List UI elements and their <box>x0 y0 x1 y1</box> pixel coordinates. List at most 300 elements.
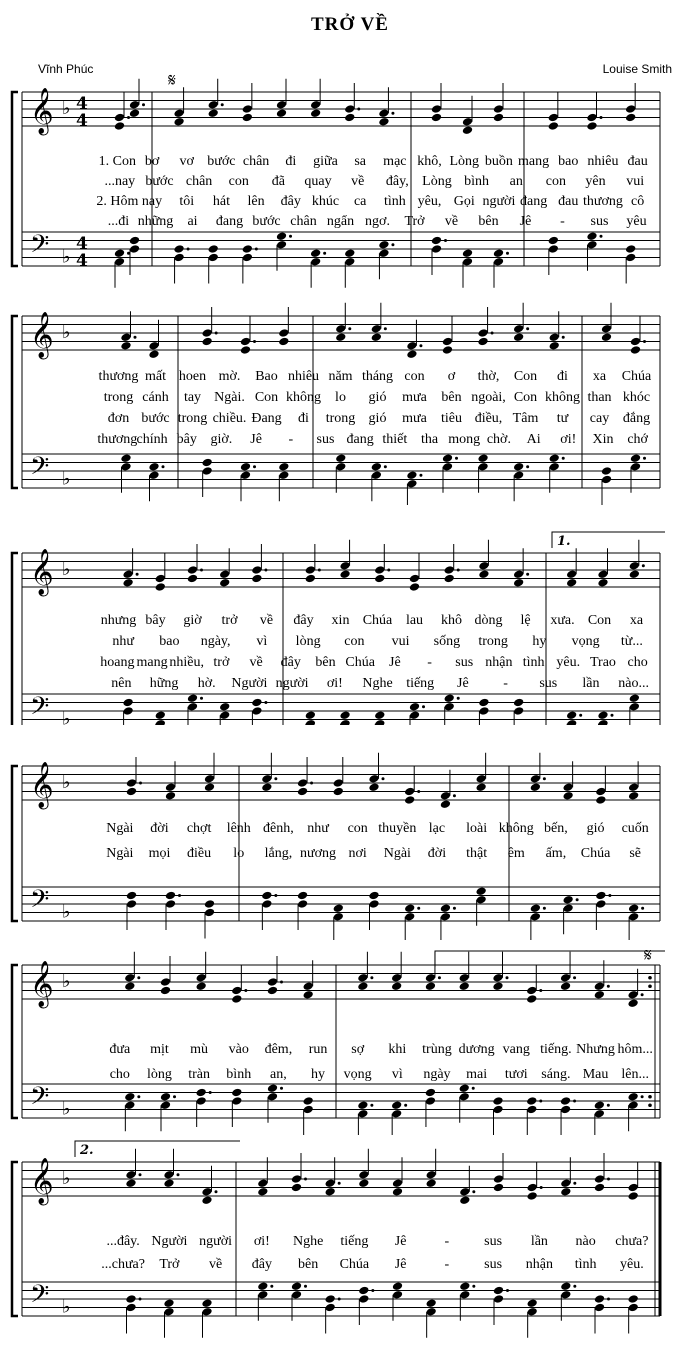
note-head <box>548 113 559 123</box>
lyric-syllable: hy <box>532 634 547 649</box>
note-head <box>120 453 131 463</box>
lyric-syllable: xin <box>331 613 350 628</box>
note-head <box>219 710 230 720</box>
note-head <box>125 1170 136 1180</box>
note-head <box>391 1109 402 1119</box>
note-dot <box>422 705 425 708</box>
note-head <box>173 108 184 118</box>
lyric-syllable: buồn <box>484 154 513 169</box>
note-head <box>594 1303 605 1313</box>
note-head <box>560 973 571 983</box>
note-head <box>629 569 640 579</box>
note-dot <box>579 714 582 717</box>
note-head <box>242 113 253 123</box>
note-head <box>628 791 639 801</box>
note-head <box>276 100 287 110</box>
lyric-syllable: quay <box>304 174 332 189</box>
lyric-syllable: nên <box>111 676 132 691</box>
lyric-syllable: về <box>209 1257 223 1272</box>
note-head <box>595 795 606 805</box>
note-head <box>358 1286 369 1296</box>
lyric-syllable: điều, <box>474 411 503 426</box>
note-dot <box>472 1285 475 1288</box>
note-head <box>475 782 486 792</box>
lyric-syllable: vui <box>391 634 410 649</box>
note-dot <box>539 989 542 992</box>
note-head <box>431 236 442 246</box>
note-head <box>291 1183 302 1193</box>
lyric-syllable: Người <box>231 676 268 691</box>
note-head <box>513 324 524 334</box>
note-head <box>392 1187 403 1197</box>
lyric-syllable: xa <box>592 369 607 384</box>
lyric-syllable: Gọi <box>453 194 475 209</box>
lyric-syllable: lên <box>247 194 265 209</box>
lyric-syllable: lo <box>335 390 346 405</box>
lyric-syllable: dương <box>458 1042 495 1057</box>
treble-clef-icon: 𝄞 <box>30 312 54 358</box>
note-head <box>601 324 612 334</box>
note-head <box>442 462 453 472</box>
note-head <box>368 891 379 901</box>
note-head <box>404 912 415 922</box>
note-head <box>409 574 420 584</box>
lyric-syllable: con <box>347 821 368 836</box>
note-head <box>628 782 639 792</box>
note-head <box>406 479 417 489</box>
lyric-line <box>0 431 700 451</box>
lyric-syllable: vì <box>391 1067 403 1082</box>
note-head <box>462 257 473 267</box>
note-head <box>126 787 137 797</box>
note-head <box>628 903 639 913</box>
note-head <box>257 1187 268 1197</box>
lyric-line <box>0 173 700 193</box>
note-head <box>335 453 346 463</box>
note-head <box>625 253 636 263</box>
note-dot <box>338 1182 341 1185</box>
note-head <box>431 113 442 123</box>
note-dot <box>142 103 145 106</box>
note-head <box>195 981 206 991</box>
lyric-syllable: đời <box>427 846 447 861</box>
note-head <box>201 466 212 476</box>
note-dot <box>457 697 460 700</box>
note-head <box>173 117 184 127</box>
lyric-syllable: cuốn <box>621 821 649 836</box>
lyric-syllable: nào... <box>618 676 649 691</box>
lyric-syllable: vọng <box>343 1067 372 1082</box>
music-system <box>0 950 700 1135</box>
note-head <box>440 799 451 809</box>
lyric-syllable: Chúa <box>621 369 652 384</box>
note-head <box>242 244 253 254</box>
bass-clef-icon: 𝄢 <box>30 692 50 725</box>
note-head <box>477 462 488 472</box>
note-head <box>204 782 215 792</box>
note-head <box>526 1096 537 1106</box>
lyric-syllable: mạc <box>383 154 407 169</box>
note-head <box>594 1183 605 1193</box>
note-head <box>392 1281 403 1291</box>
note-dot <box>177 1173 180 1176</box>
note-dot <box>139 1298 142 1301</box>
lyric-syllable: bơ <box>144 154 160 169</box>
note-head <box>493 1294 504 1304</box>
note-head <box>478 698 489 708</box>
note-dot <box>611 714 614 717</box>
lyric-syllable: giữa <box>313 154 338 169</box>
note-head <box>586 240 597 250</box>
music-system <box>0 1140 700 1340</box>
note-head <box>324 1178 335 1188</box>
note-head <box>440 903 451 913</box>
lyric-syllable: ca <box>353 194 367 209</box>
lyric-syllable: Jê <box>394 1234 407 1249</box>
lyric-syllable: nhiêu <box>287 369 320 384</box>
note-head <box>442 345 453 355</box>
lyric-syllable: bên <box>298 1257 319 1272</box>
lyric-syllable: con <box>344 634 365 649</box>
note-head <box>335 462 346 472</box>
note-head <box>124 1100 135 1110</box>
note-head <box>459 1281 470 1291</box>
lyric-syllable: đây <box>280 194 301 209</box>
lyric-syllable: mai <box>466 1067 488 1082</box>
repeat-dot <box>648 976 652 980</box>
lyric-line <box>0 389 700 409</box>
note-dot <box>540 1186 543 1189</box>
lyric-line <box>0 213 700 233</box>
lyric-syllable: vui <box>626 174 645 189</box>
lyric-syllable: thương <box>97 432 138 447</box>
note-dot <box>491 332 494 335</box>
note-head <box>148 341 159 351</box>
note-head <box>333 787 344 797</box>
note-dot <box>526 573 529 576</box>
note-head <box>425 973 436 983</box>
note-dot <box>641 1095 644 1098</box>
note-head <box>201 1195 212 1205</box>
note-head <box>549 462 560 472</box>
lyric-syllable: chiều. <box>212 411 247 426</box>
note-head <box>310 248 321 258</box>
note-head <box>297 891 308 901</box>
note-head <box>597 710 608 720</box>
bass-clef-icon: 𝄢 <box>30 885 50 920</box>
key-flat-icon: ♭ <box>62 322 71 343</box>
note-dot <box>607 1104 610 1107</box>
note-dot <box>417 907 420 910</box>
system-bracket <box>12 766 18 921</box>
lyric-syllable: Lòng <box>449 154 479 169</box>
note-head <box>276 108 287 118</box>
note-head <box>125 1178 136 1188</box>
note-head <box>163 1178 174 1188</box>
note-head <box>493 113 504 123</box>
note-head <box>251 565 262 575</box>
key-flat-icon: ♭ <box>62 971 71 992</box>
lyric-syllable: ơi! <box>253 1234 270 1249</box>
lyric-syllable: Nghe <box>292 1234 324 1249</box>
lyric-syllable: Mau <box>582 1067 609 1082</box>
volta-label: 1. <box>557 534 571 549</box>
lyric-syllable: Jê <box>519 214 532 229</box>
lyric-syllable: về <box>259 613 274 628</box>
lyric-syllable: bình <box>464 174 490 189</box>
lyric-syllable: tiêu <box>441 411 462 426</box>
note-head <box>478 561 489 571</box>
lyric-syllable: 2. Hôm <box>96 194 139 209</box>
lyric-syllable: cay <box>589 411 610 426</box>
note-head <box>231 1088 242 1098</box>
note-head <box>201 1298 212 1308</box>
lyric-syllable: lạc <box>428 821 446 836</box>
note-head <box>562 895 573 905</box>
note-head <box>251 706 262 716</box>
note-head <box>391 973 402 983</box>
lyric-syllable: thật <box>466 846 488 861</box>
note-dot <box>472 1087 475 1090</box>
note-head <box>242 253 253 263</box>
segno-icon: 𝄋 <box>644 950 652 966</box>
note-head <box>267 1092 278 1102</box>
note-head <box>627 998 638 1008</box>
note-head <box>305 574 316 584</box>
note-head <box>333 903 344 913</box>
note-head <box>425 1178 436 1188</box>
lyric-syllable: - <box>444 1234 450 1249</box>
lyric-syllable: Con <box>513 369 538 384</box>
note-head <box>173 244 184 254</box>
key-flat-icon: ♭ <box>62 1098 71 1120</box>
lyric-syllable: tha <box>420 432 439 447</box>
lyric-syllable: ...chưa? <box>101 1257 145 1272</box>
note-head <box>630 453 641 463</box>
lyric-line <box>0 654 700 674</box>
lyric-syllable: thiết <box>382 432 408 447</box>
lyric-syllable: yêu, <box>417 194 442 209</box>
note-head <box>114 248 125 258</box>
lyric-syllable: Jê <box>394 1257 407 1272</box>
lyric-syllable: khi <box>388 1042 407 1057</box>
note-head <box>560 1187 571 1197</box>
note-dot <box>562 457 565 460</box>
lyric-syllable: Ai <box>526 432 541 447</box>
note-dot <box>136 573 139 576</box>
note-dot <box>573 1285 576 1288</box>
note-head <box>208 108 219 118</box>
note-head <box>310 100 321 110</box>
note-head <box>357 1109 368 1119</box>
note-head <box>187 565 198 575</box>
lyric-syllable: đi <box>557 369 568 384</box>
note-head <box>595 891 606 901</box>
note-head <box>442 337 453 347</box>
lyric-syllable: đây, <box>385 174 409 189</box>
time-signature-denominator: 4 <box>76 251 88 271</box>
note-dot <box>641 907 644 910</box>
note-head <box>125 1294 136 1304</box>
note-head <box>526 1183 537 1193</box>
lyric-syllable: nơi <box>348 846 367 861</box>
treble-clef-icon: 𝄞 <box>30 762 54 808</box>
note-dot <box>526 327 529 330</box>
lyric-syllable: lắng, <box>264 846 293 861</box>
lyric-syllable: khô, <box>417 154 442 169</box>
note-head <box>378 248 389 258</box>
note-head <box>630 345 641 355</box>
lyric-syllable: đơn <box>107 411 130 426</box>
note-dot <box>404 1104 407 1107</box>
note-dot <box>215 1190 218 1193</box>
note-dot <box>506 1289 509 1292</box>
note-head <box>475 886 486 896</box>
lyric-syllable: ngơ. <box>365 214 390 229</box>
note-dot <box>642 564 645 567</box>
note-head <box>586 113 597 123</box>
note-head <box>358 1170 369 1180</box>
lyric-syllable: vang <box>502 1042 530 1057</box>
note-dot <box>270 1285 273 1288</box>
note-head <box>601 475 612 485</box>
volta-label: 2. <box>80 1143 94 1158</box>
lyric-syllable: ...đây. <box>106 1234 140 1249</box>
note-dot <box>357 108 360 111</box>
note-dot <box>139 1173 142 1176</box>
note-head <box>219 569 230 579</box>
treble-clef-icon: 𝄞 <box>30 549 54 595</box>
note-head <box>129 108 140 118</box>
lyric-syllable: nhận <box>525 1257 553 1272</box>
note-dot <box>391 243 394 246</box>
note-head <box>442 453 453 463</box>
note-head <box>459 973 470 983</box>
note-head <box>459 1290 470 1300</box>
note-head <box>594 1100 605 1110</box>
lyric-syllable: bước <box>207 154 236 169</box>
note-head <box>195 973 206 983</box>
lyric-syllable: khóc <box>622 390 651 405</box>
note-head <box>278 470 289 480</box>
lyric-syllable: trùng <box>422 1042 452 1057</box>
key-flat-icon: ♭ <box>62 772 71 793</box>
lyric-syllable: sẽ <box>629 846 642 861</box>
note-head <box>548 244 559 254</box>
lyric-syllable: mưa <box>402 390 427 405</box>
lyric-syllable: - <box>444 1257 450 1272</box>
lyric-syllable: mù <box>190 1042 209 1057</box>
note-head <box>562 903 573 913</box>
note-head <box>475 895 486 905</box>
note-head <box>549 453 560 463</box>
note-head <box>530 782 541 792</box>
note-dot <box>323 252 326 255</box>
note-head <box>404 903 415 913</box>
lyric-syllable: nào <box>575 1234 596 1249</box>
lyric-syllable: Jê <box>457 676 469 691</box>
note-head <box>148 462 159 472</box>
note-dot <box>382 777 385 780</box>
lyric-syllable: bây <box>176 432 197 447</box>
lyric-syllable: thương <box>98 369 139 384</box>
lyric-syllable: ...đi <box>107 214 130 229</box>
note-dot <box>573 1182 576 1185</box>
time-signature-numerator: 4 <box>76 94 88 114</box>
note-head <box>601 332 612 342</box>
note-head <box>155 582 166 592</box>
note-head <box>444 565 455 575</box>
lyric-syllable: vào <box>228 1042 249 1057</box>
note-dot <box>600 116 603 119</box>
lyric-syllable: tiếng <box>406 676 435 691</box>
note-head <box>114 121 125 131</box>
music-system <box>0 510 700 725</box>
lyric-syllable: từ... <box>620 634 643 649</box>
note-head <box>333 778 344 788</box>
note-head <box>267 986 278 996</box>
note-head <box>155 710 166 720</box>
note-head <box>160 1100 171 1110</box>
note-head <box>425 1298 436 1308</box>
lyric-syllable: lần <box>582 676 600 691</box>
repeat-dot <box>648 984 652 988</box>
note-head <box>165 791 176 801</box>
lyric-syllable: Ngài <box>106 821 134 836</box>
note-dot <box>643 457 646 460</box>
note-head <box>165 899 176 909</box>
note-head <box>493 104 504 114</box>
note-head <box>160 977 171 987</box>
note-head <box>120 462 131 472</box>
note-dot <box>338 1298 341 1301</box>
time-signature-denominator: 4 <box>76 111 88 131</box>
note-head <box>526 1191 537 1201</box>
note-head <box>493 1183 504 1193</box>
note-head <box>357 981 368 991</box>
lyric-syllable: chân <box>242 154 270 169</box>
note-dot <box>417 790 420 793</box>
note-dot <box>608 894 611 897</box>
lyric-syllable: - <box>560 214 565 229</box>
lyric-syllable: bước <box>145 174 174 189</box>
lyric-syllable: không <box>286 390 321 405</box>
note-dot <box>370 1104 373 1107</box>
note-head <box>378 240 389 250</box>
lyric-syllable: Con <box>254 390 279 405</box>
lyric-syllable: Chúa <box>362 613 393 628</box>
note-head <box>627 1303 638 1313</box>
lyric-syllable: sa <box>354 154 366 169</box>
lyric-syllable: bây <box>145 613 166 628</box>
lyric-syllable: tình <box>574 1257 597 1272</box>
note-head <box>548 121 559 131</box>
lyric-syllable: đang <box>346 432 374 447</box>
lyric-syllable: thờ, <box>477 369 500 384</box>
note-dot <box>607 1298 610 1301</box>
lyric-syllable: bình <box>226 1067 252 1082</box>
key-flat-icon: ♭ <box>62 901 71 923</box>
lyric-syllable: lênh <box>226 821 251 836</box>
note-dot <box>539 1100 542 1103</box>
note-head <box>251 574 262 584</box>
note-head <box>240 462 251 472</box>
note-head <box>302 981 313 991</box>
note-dot <box>576 898 579 901</box>
lyric-syllable: ấm, <box>545 846 567 861</box>
lyric-syllable: gió <box>368 411 387 426</box>
note-head <box>339 569 350 579</box>
